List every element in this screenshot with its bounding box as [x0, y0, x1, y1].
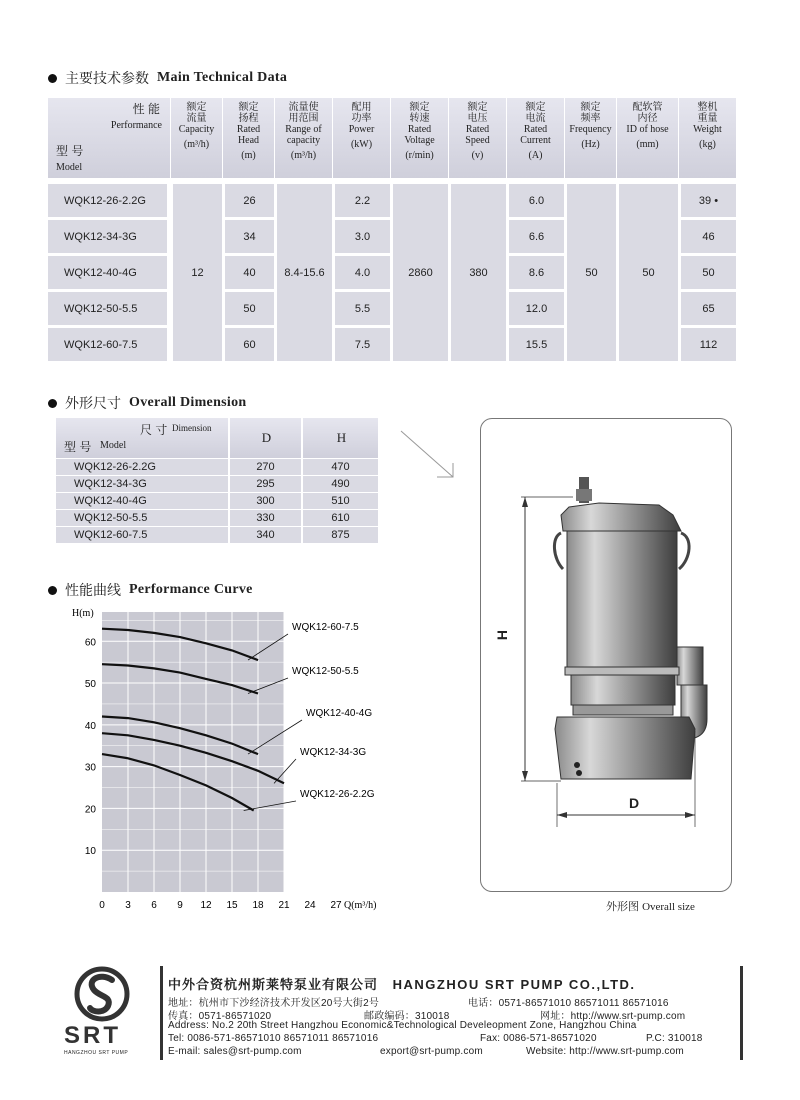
- dim-table-row: [56, 526, 378, 543]
- table-body: [48, 184, 736, 364]
- header-en: Power: [348, 124, 375, 135]
- x-tick-label: 9: [177, 900, 183, 911]
- header-en: Rated Voltage: [404, 124, 435, 146]
- series-label: WQK12-34-3G: [300, 747, 367, 758]
- company-name: [168, 974, 636, 993]
- table-cell: 112: [678, 328, 736, 361]
- header-unit: (Hz): [581, 139, 600, 150]
- header-en: Capacity: [178, 124, 215, 135]
- footer-line-4: [168, 1033, 703, 1044]
- dim-cell-h: 490: [301, 475, 378, 492]
- company-en: HANGZHOU SRT PUMP CO.,LTD.: [392, 977, 636, 992]
- x-tick-label: 27: [330, 900, 342, 911]
- header-col: [390, 98, 448, 178]
- header-en: Rated Current: [520, 124, 551, 146]
- export-email-link[interactable]: export@srt-pump.com: [380, 1046, 483, 1057]
- header-col: [506, 98, 564, 178]
- main-data-heading: [48, 68, 287, 88]
- header-col: [170, 98, 222, 178]
- x-tick-label: 24: [304, 900, 316, 911]
- drawing-frame: [480, 418, 732, 892]
- header-unit: (kW): [350, 139, 373, 150]
- footer-line-5: [168, 1046, 684, 1057]
- x-axis-label: Q(m³/h): [344, 900, 377, 911]
- dim-table-row: [56, 492, 378, 509]
- header-cn: 额定 流量: [186, 102, 207, 124]
- series-label: WQK12-60-7.5: [292, 622, 359, 633]
- dim-corner-top-cn: 尺 寸: [140, 423, 168, 437]
- x-tick-label: 12: [200, 900, 212, 911]
- header-cn: 配用 功率: [351, 102, 372, 124]
- header-en: Rated Speed: [465, 124, 490, 146]
- y-tick-label: 10: [84, 846, 96, 858]
- header-cn: 配软管 内径: [632, 102, 663, 124]
- dim-cell-d: 340: [228, 526, 301, 543]
- dim-table-row: [56, 509, 378, 526]
- pump-drawing: [481, 419, 731, 891]
- dim-cell-d: 300: [228, 492, 301, 509]
- model-cell: WQK12-50-5.5: [48, 292, 167, 325]
- header-cn: 整机 重量: [697, 102, 718, 124]
- table-cell: 50: [678, 256, 736, 289]
- header-col: [678, 98, 736, 178]
- series-label: WQK12-50-5.5: [292, 666, 359, 677]
- table-cell: 6.0: [506, 184, 564, 217]
- header-unit: (v): [471, 150, 484, 161]
- table-cell: 65: [678, 292, 736, 325]
- dim-table-header: [56, 418, 378, 458]
- merged-cell-voltage: 380: [451, 184, 506, 361]
- heading-en: Main Technical Data: [157, 70, 288, 85]
- y-tick-label: 30: [84, 762, 96, 774]
- dim-cell-model: WQK12-34-3G: [56, 475, 228, 492]
- dim-cell-model: WQK12-40-4G: [56, 492, 228, 509]
- dim-table-row: [56, 458, 378, 475]
- header-en: Frequency: [569, 124, 612, 135]
- corner-top-en: Performance: [110, 120, 162, 131]
- header-unit: (kg): [699, 139, 716, 150]
- dim-cell-d: 270: [228, 458, 301, 475]
- y-tick-label: 50: [84, 679, 96, 691]
- header-en: Weight: [693, 124, 722, 135]
- footer-divider-right: [740, 966, 743, 1060]
- header-unit: (m³/h): [290, 150, 317, 161]
- zip-cn: 邮政编码：310018: [364, 1011, 450, 1022]
- company-logo: [60, 964, 150, 1064]
- dim-corner-top-en: Dimension: [172, 423, 212, 433]
- model-cell: WQK12-40-4G: [48, 256, 167, 289]
- table-cell: 50: [222, 292, 274, 325]
- merged-cell-range: 8.4-15.6: [277, 184, 332, 361]
- y-tick-label: 60: [84, 637, 96, 649]
- table-cell: 2.2: [332, 184, 390, 217]
- web-cn: 网址：http://www.srt-pump.com: [540, 1011, 686, 1022]
- header-col: [564, 98, 616, 178]
- dim-cell-h: 610: [301, 509, 378, 526]
- header-unit: (A): [528, 150, 543, 161]
- pointer-arrow-icon: [395, 425, 465, 485]
- dim-cell-h: 470: [301, 458, 378, 475]
- table-cell: 3.0: [332, 220, 390, 253]
- y-axis-label: H(m): [72, 608, 94, 619]
- header-col: [222, 98, 274, 178]
- table-header: [48, 98, 736, 178]
- corner-top-cn: 性 能: [132, 102, 160, 116]
- heading-en: Overall Dimension: [129, 395, 247, 410]
- dim-cell-model: WQK12-50-5.5: [56, 509, 228, 526]
- merged-cell-capacity: 12: [173, 184, 222, 361]
- header-cn: 额定 转速: [409, 102, 430, 124]
- table-cell: 46: [678, 220, 736, 253]
- bullet-icon: [48, 74, 57, 83]
- header-en: ID of hose: [626, 124, 669, 135]
- tel-cn: 电话：0571-86571010 86571011 86571016: [468, 998, 669, 1009]
- footer-divider-left: [160, 966, 163, 1060]
- company-cn: 中外合资杭州斯莱特泵业有限公司: [168, 977, 379, 992]
- header-en: Rated Head: [236, 124, 261, 146]
- srt-logo-icon: [60, 964, 150, 1026]
- dim-table-row: [56, 475, 378, 492]
- model-cell: WQK12-34-3G: [48, 220, 167, 253]
- performance-chart: [60, 600, 440, 920]
- email-link[interactable]: E-mail: sales@srt-pump.com: [168, 1046, 302, 1057]
- header-unit: (m): [241, 150, 256, 161]
- dim-cell-d: 330: [228, 509, 301, 526]
- drawing-caption: [606, 898, 695, 914]
- model-cell: WQK12-26-2.2G: [48, 184, 167, 217]
- pc-en: P.C: 310018: [646, 1033, 703, 1044]
- main-technical-table: [48, 98, 736, 364]
- heading-en: Performance Curve: [129, 582, 253, 597]
- table-cell: 40: [222, 256, 274, 289]
- y-tick-label: 20: [84, 804, 96, 816]
- caption-cn: 外形图: [606, 901, 639, 913]
- corner-bottom-en: Model: [56, 162, 83, 173]
- x-tick-label: 15: [226, 900, 238, 911]
- dim-col-h: H: [301, 418, 380, 458]
- dim-cell-model: WQK12-26-2.2G: [56, 458, 228, 475]
- header-en: Range of capacity: [285, 124, 322, 146]
- corner-header: [48, 98, 170, 178]
- fax-cn: 传真：0571-86571020: [168, 1011, 272, 1022]
- table-cell: 7.5: [332, 328, 390, 361]
- heading-cn: 主要技术参数: [65, 70, 149, 86]
- table-cell: 15.5: [506, 328, 564, 361]
- label-d: D: [629, 795, 640, 811]
- header-cn: 额定 电压: [467, 102, 488, 124]
- header-cn: 额定 扬程: [238, 102, 259, 124]
- address-cn: 地址：杭州市下沙经济技术开发区20号大街2号: [168, 998, 380, 1009]
- table-cell: 8.6: [506, 256, 564, 289]
- heading-cn: 外形尺寸: [65, 395, 121, 411]
- series-label: WQK12-40-4G: [306, 708, 373, 719]
- dim-table-body: [56, 458, 378, 543]
- header-cn: 额定 电流: [525, 102, 546, 124]
- table-cell: 12.0: [506, 292, 564, 325]
- table-cell: 26: [222, 184, 274, 217]
- bullet-icon: [48, 399, 57, 408]
- dim-cell-model: WQK12-60-7.5: [56, 526, 228, 543]
- curve-heading: [48, 580, 253, 600]
- header-col: [332, 98, 390, 178]
- dim-col-d: D: [228, 418, 303, 458]
- table-cell: 5.5: [332, 292, 390, 325]
- header-col: [274, 98, 332, 178]
- caption-en: Overall size: [642, 901, 695, 913]
- header-col: [616, 98, 678, 178]
- table-cell: 60: [222, 328, 274, 361]
- x-tick-label: 6: [151, 900, 157, 911]
- x-tick-label: 0: [99, 900, 105, 911]
- series-label: WQK12-26-2.2G: [300, 789, 375, 800]
- logo-subtext: HANGZHOU SRT PUMP: [64, 1050, 129, 1056]
- dimension-heading: [48, 393, 246, 413]
- website-link[interactable]: Website: http://www.srt-pump.com: [526, 1046, 684, 1057]
- tel-en: Tel: 0086-571-86571010 86571011 86571016: [168, 1033, 379, 1044]
- address-en: Address: No.2 20th Street Hangzhou Economic&Technological Develeopment Zone, Hangzhou China: [168, 1020, 637, 1031]
- dim-cell-d: 295: [228, 475, 301, 492]
- header-cn: 流量使 用范围: [288, 102, 319, 124]
- bullet-icon: [48, 586, 57, 595]
- dim-corner-bottom-cn: 型 号: [64, 440, 92, 454]
- table-cell: 39 •: [678, 184, 736, 217]
- dim-cell-h: 510: [301, 492, 378, 509]
- header-unit: (m³/h): [183, 139, 210, 150]
- merged-cell-hose: 50: [619, 184, 678, 361]
- logo-text: SRT: [64, 1022, 121, 1049]
- merged-cell-speed: 2860: [393, 184, 448, 361]
- header-unit: (r/min): [405, 150, 434, 161]
- corner-bottom-cn: 型 号: [56, 144, 84, 158]
- header-col: [448, 98, 506, 178]
- merged-cell-frequency: 50: [567, 184, 616, 361]
- x-tick-label: 21: [278, 900, 290, 911]
- dim-cell-h: 875: [301, 526, 378, 543]
- fax-en: Fax: 0086-571-86571020: [480, 1033, 597, 1044]
- y-tick-label: 40: [84, 720, 96, 732]
- heading-cn: 性能曲线: [65, 582, 121, 598]
- header-cn: 额定 频率: [580, 102, 601, 124]
- table-cell: 34: [222, 220, 274, 253]
- header-unit: (mm): [636, 139, 659, 150]
- x-tick-label: 3: [125, 900, 131, 911]
- model-cell: WQK12-60-7.5: [48, 328, 167, 361]
- dim-corner-bottom-en: Model: [100, 440, 127, 451]
- table-cell: 4.0: [332, 256, 390, 289]
- table-cell: 6.6: [506, 220, 564, 253]
- dimension-table: [56, 418, 378, 543]
- label-h: H: [494, 629, 511, 641]
- x-tick-label: 18: [252, 900, 264, 911]
